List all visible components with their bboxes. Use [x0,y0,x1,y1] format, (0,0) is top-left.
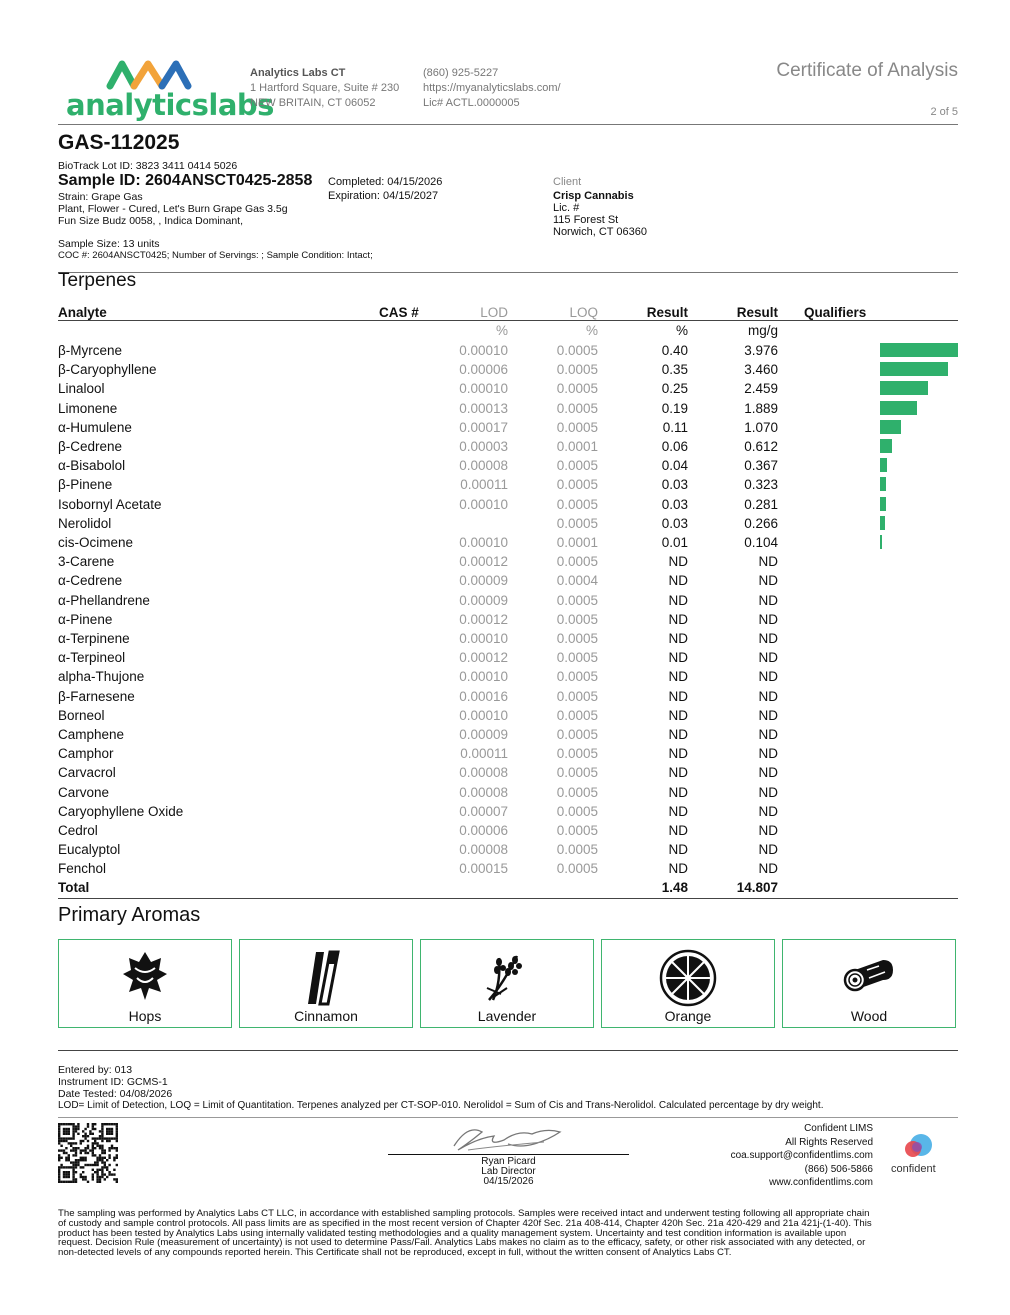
lab-name: Analytics Labs CT [250,67,346,79]
doc-title: Certificate of Analysis [776,60,958,81]
header-result-pct: Result [646,305,688,320]
result-mg-cell: ND [758,631,778,646]
lims-phone: (866) 506-5866 [804,1163,873,1175]
table-row [58,552,958,571]
table-row [58,360,958,379]
lab-logo [66,56,274,126]
analyte-cell: β-Cedrene [58,439,123,454]
loq-cell: 0.0005 [556,861,598,877]
result-mg-cell: 0.266 [744,515,778,531]
loq-cell: 0.0005 [556,400,598,416]
result-pct-cell: ND [668,746,688,762]
analyte-cell: Eucalyptol [58,842,121,858]
signer-title: Lab Director [481,1166,536,1177]
loq-cell: 0.0005 [556,746,598,762]
table-row [58,399,958,418]
result-mg-cell: 0.323 [744,477,778,493]
client-label: Client [553,176,582,188]
header-analyte: Analyte [58,305,107,320]
analyte-cell: α-Pinene [58,611,113,627]
unit-loq: % [585,323,598,338]
result-mg-cell: ND [758,611,778,627]
lab-phone: (860) 925-5227 [423,67,499,79]
header-result-mg: Result [736,305,778,320]
lab-address2: NEW BRITAIN, CT 06052 [250,97,376,109]
result-pct-cell: ND [668,592,688,608]
lod-cell: 0.00007 [459,803,508,819]
result-mg-cell: ND [758,765,778,781]
loq-cell: 0.0005 [556,765,598,781]
result-bar [880,420,901,434]
lod-cell: 0.00006 [459,823,508,838]
analyte-cell: Camphor [58,746,114,762]
header-loq: LOQ [569,305,598,320]
lab-license: Lic# ACTL.0000005 [423,97,520,109]
result-pct-cell: ND [668,803,688,819]
date-tested: Date Tested: 04/08/2026 [58,1088,173,1100]
loq-cell: 0.0005 [556,419,598,435]
lod-cell: 0.00012 [459,554,508,570]
result-mg-cell: ND [758,842,778,858]
loq-cell: 0.0005 [556,784,598,800]
table-row [58,437,958,456]
orange-icon [658,948,718,1008]
loq-cell: 0.0005 [556,343,598,358]
entered-by: Entered by: 013 [58,1064,133,1076]
confident-logo-icon [901,1133,935,1161]
loq-cell: 0.0005 [556,611,598,627]
loq-cell: 0.0001 [556,439,598,454]
lod-legend: LOD= Limit of Detection, LOQ = Limit of Quantitation. Terpenes analyzed per CT-SOP-010. Nerolidol = Sum of Cis and Trans-Nerolidol. Calculated percentage by dry weight. [58,1100,824,1111]
wood-icon [839,948,899,1008]
loq-cell: 0.0005 [556,688,598,704]
result-pct-cell: ND [668,611,688,627]
table-row [58,514,958,533]
lod-cell: 0.00013 [459,400,508,416]
total-row [58,878,958,897]
table-row [58,763,958,782]
lod-cell: 0.00009 [459,727,508,742]
lims-website[interactable]: www.confidentlims.com [769,1177,873,1189]
expiration-date: Expiration: 04/15/2027 [328,190,439,202]
result-pct-cell: 0.19 [661,400,688,416]
loq-cell: 0.0005 [556,362,598,378]
result-mg-cell: ND [758,688,778,704]
result-mg-cell: ND [758,592,778,608]
analyte-cell: Limonene [58,400,118,416]
result-mg-cell: 1.889 [744,400,778,416]
lab-address1: 1 Hartford Square, Suite # 230 [250,82,400,94]
lavender-icon [477,948,537,1008]
result-pct-cell: ND [668,688,688,704]
header-qualifiers: Qualifiers [804,305,867,320]
loq-cell: 0.0005 [556,803,598,819]
loq-cell: 0.0005 [556,554,598,570]
table-row [58,821,958,840]
table-row [58,783,958,802]
aroma-label: Wood [850,1008,888,1024]
result-mg-cell: 2.459 [744,381,778,397]
aromas-title: Primary Aromas [58,904,201,926]
disclaimer-line: request. Decision Rule (measurement of uncertainty) is not used to determine Pass/Fail. Analytics Labs makes no claim as to the efficacy, safety, or other risk associated with any detected, or [58,1237,866,1249]
table-row [58,341,958,360]
result-mg-cell: ND [758,573,778,589]
result-pct-cell: ND [668,669,688,685]
lab-contact-block [423,66,561,111]
analyte-cell: Caryophyllene Oxide [58,803,184,819]
lod-cell: 0.00010 [459,535,508,550]
table-row [58,802,958,821]
aromas-rule [58,1050,958,1051]
result-mg-cell: ND [758,707,778,723]
analyte-cell: α-Bisabolol [58,458,126,474]
coc-line: COC #: 2604ANSCT0425; Number of Servings: ; Sample Condition: Intact; [58,250,373,261]
result-pct-cell: ND [668,707,688,723]
table-row [58,648,958,667]
analyte-cell: Linalool [58,381,105,397]
client-license: Lic. # [553,202,580,214]
unit-result-pct: % [675,323,688,338]
loq-cell: 0.0005 [556,727,598,742]
sample-type: Plant, Flower - Cured, Let's Burn Grape Gas 3.5g [58,203,288,215]
qr-code-icon [58,1123,118,1183]
aroma-label: Hops [128,1008,162,1024]
confident-logo-text: confident [891,1163,936,1175]
unit-result-mg: mg/g [747,323,778,338]
result-bar [880,401,917,415]
result-pct-cell: ND [668,842,688,858]
lims-email[interactable]: coa.support@confidentlims.com [730,1150,873,1162]
table-row [58,629,958,648]
result-mg-cell: ND [758,803,778,819]
result-mg-cell: 1.070 [744,419,778,435]
result-bar [880,362,948,376]
result-mg-cell: 3.460 [744,362,778,378]
total-rule [58,898,958,899]
lod-cell: 0.00010 [459,631,508,646]
lod-cell: 0.00008 [459,842,508,858]
table-row [58,475,958,494]
aroma-card-hops [58,939,232,1028]
aroma-card-cinnamon [239,939,413,1028]
logo-mark-icon [106,58,192,90]
table-row [58,418,958,437]
analyte-cell: α-Phellandrene [58,592,150,608]
result-pct-cell: ND [668,631,688,646]
signature-line [388,1154,629,1155]
analyte-cell: Isobornyl Acetate [58,496,162,512]
result-pct-cell: ND [668,765,688,781]
lod-cell: 0.00012 [459,611,508,627]
loq-cell: 0.0005 [556,381,598,397]
result-pct-cell: 0.01 [661,535,688,550]
table-row [58,495,958,514]
client-name: Crisp Cannabis [553,190,634,202]
result-pct-cell: ND [668,650,688,666]
analyte-cell: β-Myrcene [58,343,123,358]
total-pct: 1.48 [661,880,688,895]
lod-cell: 0.00010 [459,343,508,358]
lod-cell: 0.00015 [459,861,508,877]
table-row [58,533,958,552]
loq-cell: 0.0005 [556,631,598,646]
analyte-cell: α-Terpinene [58,631,130,646]
result-bar [880,381,928,395]
analyte-cell: α-Humulene [58,419,132,435]
analyte-cell: Carvone [58,784,110,800]
loq-cell: 0.0005 [556,592,598,608]
table-row [58,379,958,398]
result-pct-cell: 0.03 [661,477,688,493]
lims-rights: All Rights Reserved [785,1136,873,1148]
disclaimer-line: non-detected levels of any compounds reported herein. This Certificate shall not be reproduced, except in full, without the written consent of Analytics Labs CT. [58,1247,732,1259]
cinnamon-icon [296,948,356,1008]
signature-icon [448,1122,568,1156]
lod-cell: 0.00009 [459,573,508,589]
total-mg: 14.807 [736,880,778,895]
table-row [58,591,958,610]
aroma-label: Lavender [477,1008,537,1024]
signature-block [388,1157,629,1187]
loq-cell: 0.0005 [556,669,598,685]
result-bar [880,477,886,491]
sample-rule [58,272,958,273]
aroma-card-wood [782,939,956,1028]
lod-cell: 0.00011 [460,746,508,762]
result-pct-cell: 0.06 [661,439,688,454]
result-pct-cell: 0.04 [661,458,688,474]
sample-description: Fun Size Budz 0058, , Indica Dominant, [58,215,244,227]
lod-cell: 0.00016 [459,688,508,704]
unit-lod: % [495,323,508,338]
header-rule [58,124,958,125]
result-pct-cell: 0.03 [661,496,688,512]
loq-cell: 0.0005 [556,515,598,531]
disclaimer-line: product has been tested by Analytics Labs using internally validated testing methodologies and a quality management system. Uncertainty and test condition information is available upon [58,1227,847,1239]
loq-cell: 0.0005 [556,842,598,858]
page-number: 2 of 5 [930,106,958,118]
lod-cell: 0.00009 [459,592,508,608]
lod-cell: 0.00010 [459,707,508,723]
result-mg-cell: ND [758,554,778,570]
disclaimer-line: of custody and sample control protocols. All pass limits are as specified in the most recent version of Chapter 420f Sec. 21a 408-414, Chapter 420h Sec. 21a 420-429 and 21a 421j-(1-40). This [58,1217,872,1229]
result-mg-cell: ND [758,861,778,877]
loq-cell: 0.0004 [556,573,598,589]
result-mg-cell: ND [758,823,778,838]
table-row [58,687,958,706]
result-mg-cell: 0.104 [744,535,778,550]
lod-cell: 0.00011 [460,477,508,493]
strain: Strain: Grape Gas [58,191,143,203]
completed-date: Completed: 04/15/2026 [328,176,443,188]
client-address2: Norwich, CT 06360 [553,226,647,238]
result-pct-cell: 0.40 [661,343,688,358]
hops-icon [115,948,175,1008]
result-bar [880,516,885,530]
loq-cell: 0.0005 [556,823,598,838]
table-row [58,840,958,859]
result-pct-cell: ND [668,573,688,589]
result-mg-cell: 3.976 [744,343,778,358]
aroma-label: Cinnamon [294,1008,358,1024]
result-mg-cell: 0.612 [744,439,778,454]
disclaimer [58,1209,958,1258]
result-pct-cell: 0.03 [661,515,688,531]
result-mg-cell: ND [758,727,778,742]
logo-text: analyticslabs [66,88,274,122]
lod-cell: 0.00012 [459,650,508,666]
lims-block [731,1122,873,1190]
result-bar [880,439,892,453]
analyte-cell: alpha-Thujone [58,669,145,685]
lab-website[interactable]: https://myanalyticslabs.com/ [423,82,561,94]
result-pct-cell: 0.25 [661,381,688,397]
loq-cell: 0.0005 [556,496,598,512]
result-mg-cell: ND [758,669,778,685]
table-row [58,859,958,878]
result-pct-cell: 0.11 [662,419,688,435]
loq-cell: 0.0005 [556,707,598,723]
table-row [58,725,958,744]
analyte-cell: β-Pinene [58,477,113,493]
sample-size: Sample Size: 13 units [58,238,160,250]
terpenes-title: Terpenes [58,270,137,291]
units-row [58,321,958,340]
analyte-cell: Nerolidol [58,515,112,531]
analyte-cell: 3-Carene [58,554,115,570]
lod-cell: 0.00010 [459,669,508,685]
analyte-cell: Cedrol [58,823,98,838]
table-row [58,706,958,725]
aroma-card-orange [601,939,775,1028]
lod-cell: 0.00010 [459,496,508,512]
analyte-cell: α-Terpineol [58,650,126,666]
table-row [58,456,958,475]
instrument-id: Instrument ID: GCMS-1 [58,1076,168,1088]
sample-code: GAS-112025 [58,131,180,154]
lod-cell: 0.00008 [459,458,508,474]
biotrack-id: BioTrack Lot ID: 3823 3411 0414 5026 [58,160,238,172]
aroma-label: Orange [664,1008,712,1024]
result-bar [880,497,886,511]
result-bar [880,343,958,357]
loq-cell: 0.0005 [556,477,598,493]
table-row [58,667,958,686]
table-row [58,610,958,629]
lims-name: Confident LIMS [804,1123,873,1134]
result-pct-cell: ND [668,861,688,877]
sample-id: Sample ID: 2604ANSCT0425-2858 [58,172,313,189]
analyte-cell: Fenchol [58,861,107,877]
header-lod: LOD [480,305,508,320]
analyte-cell: β-Caryophyllene [58,362,157,378]
analyte-cell: Carvacrol [58,765,116,781]
signed-date: 04/15/2026 [483,1176,534,1187]
aroma-card-lavender [420,939,594,1028]
result-bar [880,458,887,472]
lod-cell: 0.00010 [459,381,508,397]
result-pct-cell: ND [668,554,688,570]
table-row [58,571,958,590]
result-pct-cell: ND [668,784,688,800]
lod-cell: 0.00017 [459,419,508,435]
result-mg-cell: ND [758,784,778,800]
notes-rule [58,1117,958,1118]
header-cas: CAS # [379,305,419,320]
signer-name: Ryan Picard [481,1156,536,1167]
result-pct-cell: ND [668,823,688,838]
disclaimer-line: The sampling was performed by Analytics Labs CT LLC, in accordance with established sampling protocols. Samples were received intact and underwent testing following all appropriate chain [58,1208,870,1219]
lod-cell: 0.00008 [459,784,508,800]
client-block [553,176,647,238]
analyte-cell: cis-Ocimene [58,535,134,550]
client-address1: 115 Forest St [553,214,619,226]
total-label: Total [58,880,90,895]
qr-code[interactable] [58,1123,118,1183]
result-bar [880,535,882,549]
loq-cell: 0.0005 [556,458,598,474]
result-mg-cell: 0.367 [744,458,778,474]
analyte-cell: Camphene [58,727,125,742]
lod-cell: 0.00003 [459,439,508,454]
result-mg-cell: ND [758,746,778,762]
lod-cell: 0.00006 [459,362,508,378]
loq-cell: 0.0005 [556,650,598,666]
result-pct-cell: 0.35 [661,362,688,378]
lod-cell: 0.00008 [459,765,508,781]
table-row [58,744,958,763]
result-pct-cell: ND [668,727,688,742]
confident-logo [889,1133,945,1179]
result-mg-cell: 0.281 [744,496,778,512]
analyte-cell: β-Farnesene [58,688,135,704]
analyte-cell: α-Cedrene [58,573,123,589]
lab-address-block [250,66,399,111]
result-mg-cell: ND [758,650,778,666]
loq-cell: 0.0001 [556,535,598,550]
analyte-cell: Borneol [58,707,105,723]
